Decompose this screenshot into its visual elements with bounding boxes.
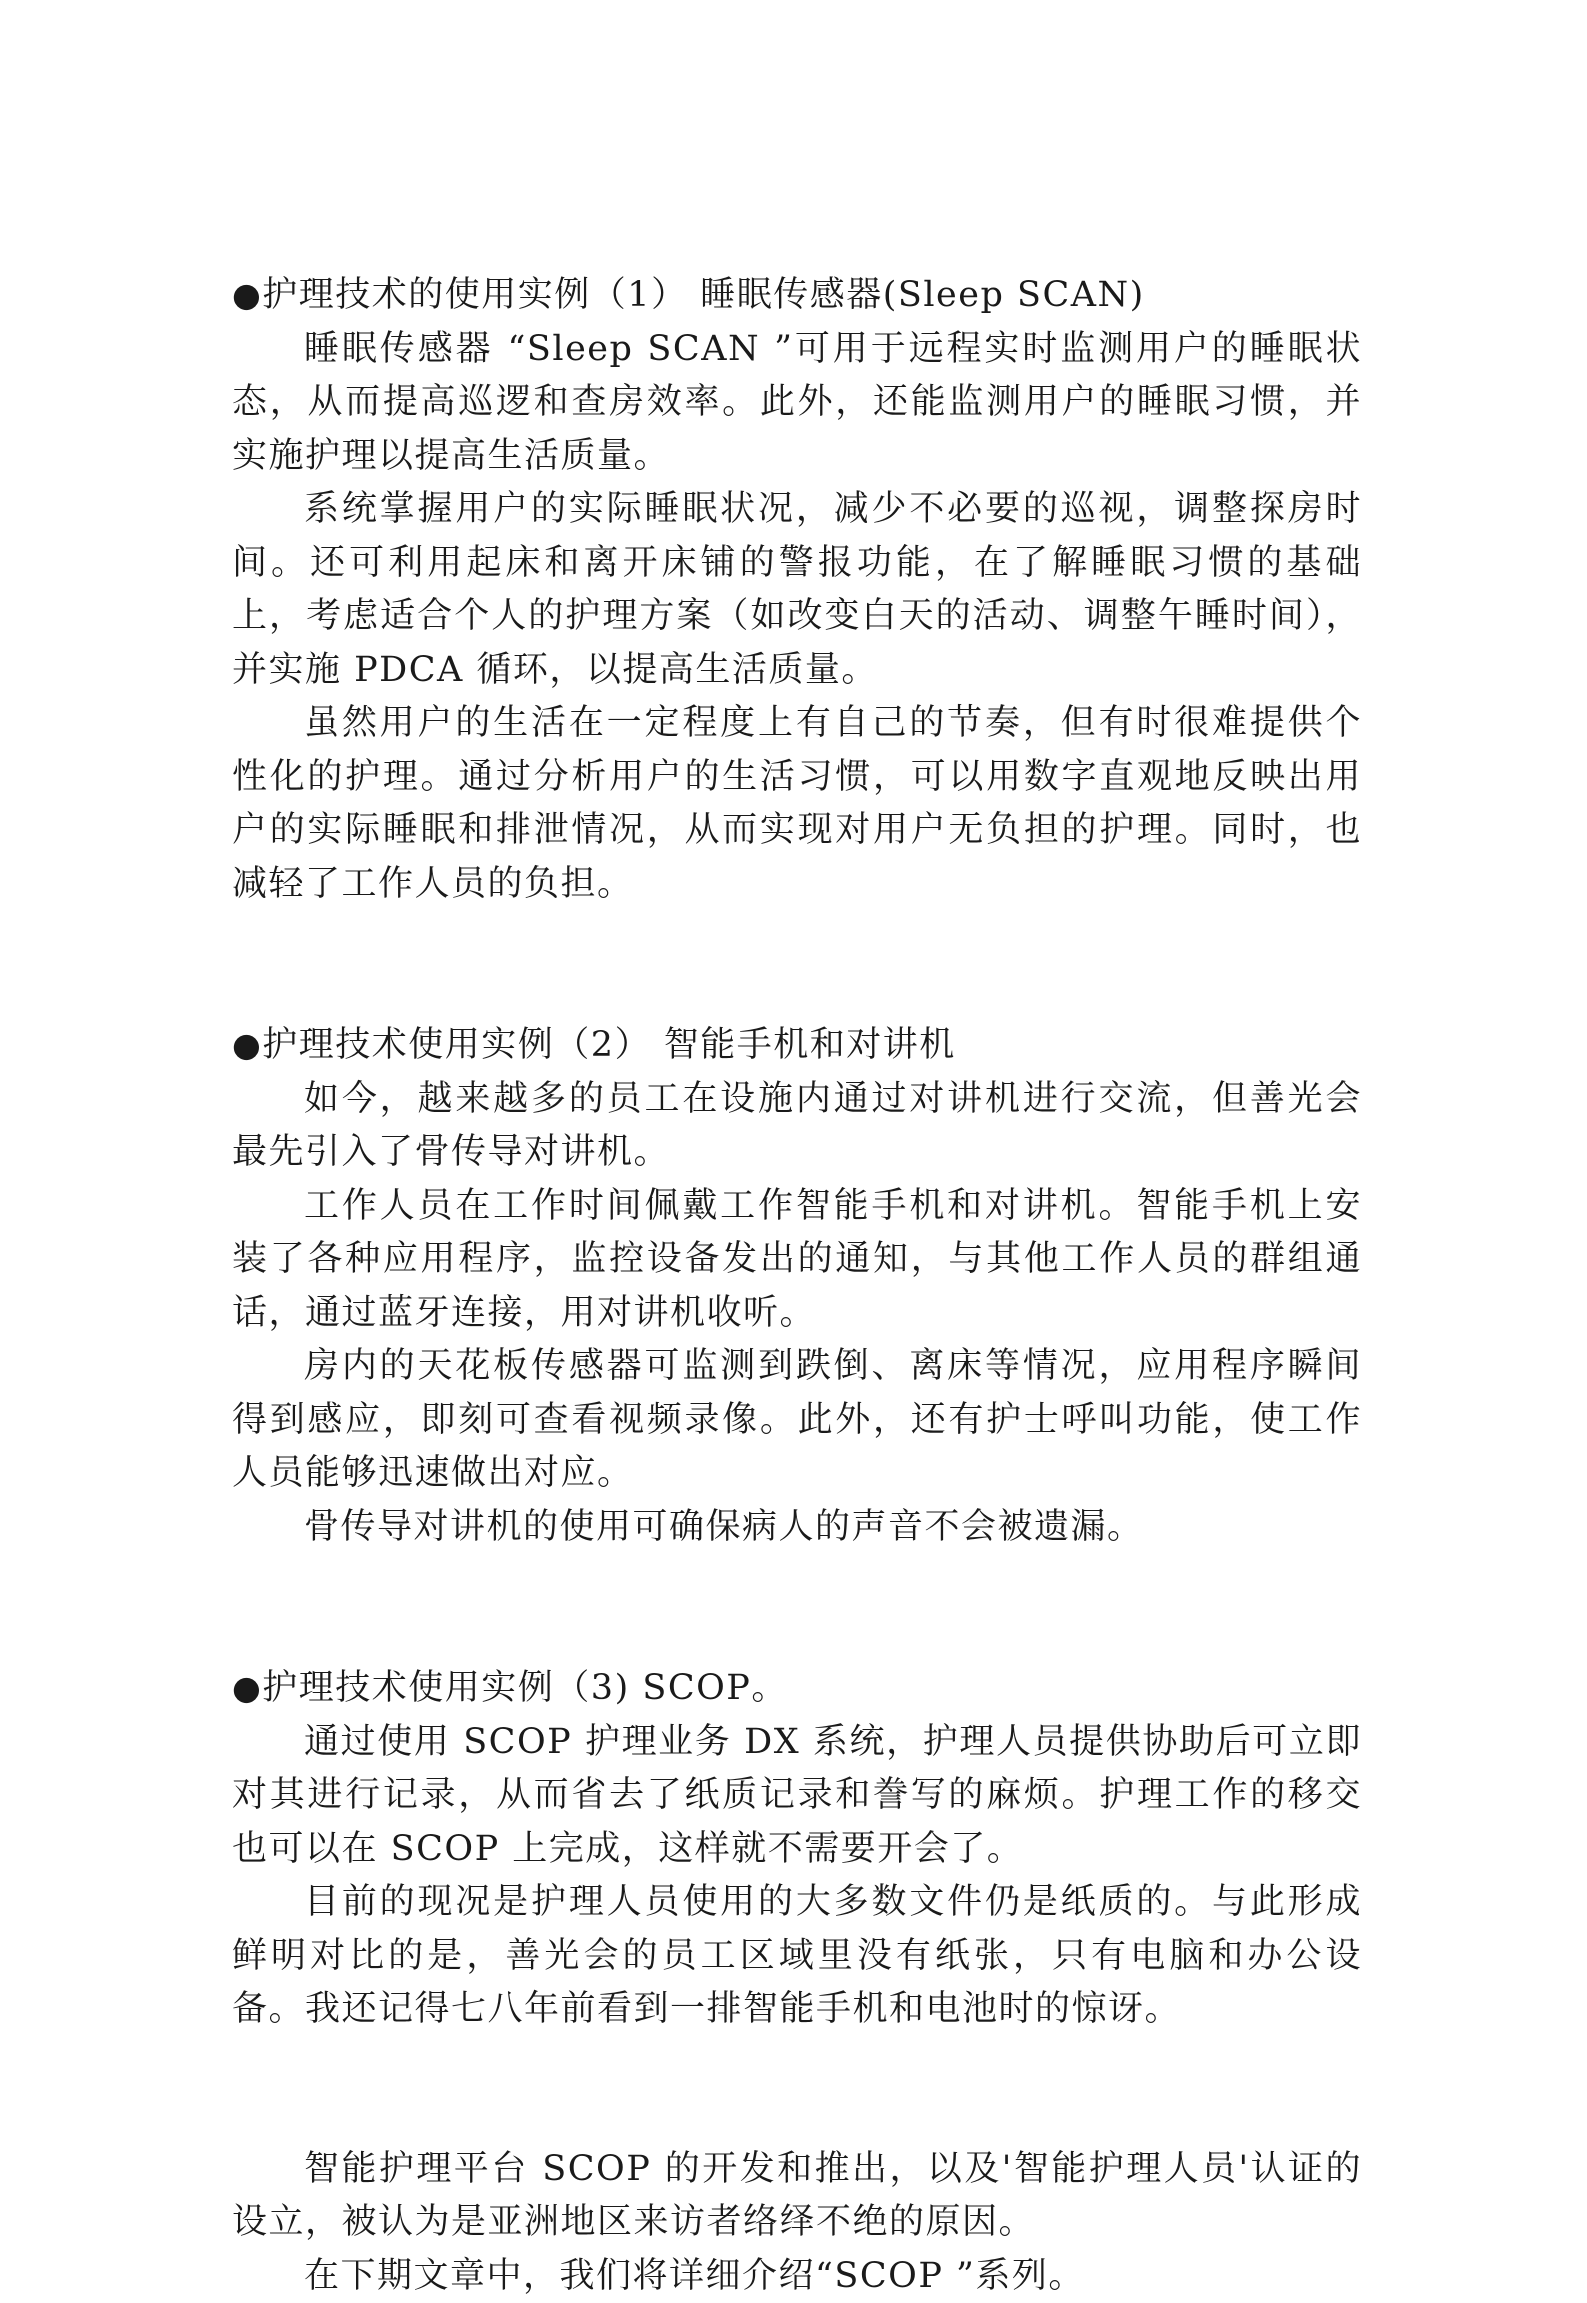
- paragraph: 骨传导对讲机的使用可确保病人的声音不会被遗漏。: [232, 1501, 1362, 1555]
- section-heading: [232, 1018, 1362, 1073]
- bullet-icon: ●: [232, 1668, 262, 1707]
- bullet-icon: ●: [232, 1025, 262, 1064]
- bullet-icon: ●: [232, 275, 262, 314]
- paragraph: 虽然用户的生活在一定程度上有自己的节奏，但有时很难提供个性化的护理。通过分析用户的生活习惯，可以用数字直观地反映出用户的实际睡眠和排泄情况，从而实现对用户无负担的护理。同时，也减轻了工作人员的负担。: [232, 697, 1362, 911]
- section-spacer: [232, 2037, 1362, 2143]
- paragraph: 如今，越来越多的员工在设施内通过对讲机进行交流，但善光会最先引入了骨传导对讲机。: [232, 1073, 1362, 1180]
- section-spacer: [232, 1554, 1362, 1661]
- heading-text: 护理技术使用实例（2） 智能手机和对讲机: [262, 1025, 955, 1065]
- paragraph: 房内的天花板传感器可监测到跌倒、离床等情况，应用程序瞬间得到感应，即刻可查看视频录像。此外，还有护士呼叫功能，使工作人员能够迅速做出对应。: [232, 1340, 1362, 1501]
- section-spacer: [232, 911, 1362, 1018]
- heading-text: 护理技术的使用实例（1） 睡眠传感器(Sleep SCAN): [262, 275, 1145, 315]
- paragraph: 系统掌握用户的实际睡眠状况，减少不必要的巡视，调整探房时间。还可利用起床和离开床铺的警报功能，在了解睡眠习惯的基础上，考虑适合个人的护理方案（如改变白天的活动、调整午睡时间），并实施 PDCA 循环，以提高生活质量。: [232, 483, 1362, 697]
- article-body: [232, 268, 1362, 2303]
- paragraph: 睡眠传感器 “Sleep SCAN ”可用于远程实时监测用户的睡眠状态，从而提高巡逻和查房效率。此外，还能监测用户的睡眠习惯，并实施护理以提高生活质量。: [232, 323, 1362, 484]
- heading-text: 护理技术使用实例（3) SCOP。: [262, 1668, 788, 1708]
- section-scop: [232, 1661, 1362, 2037]
- section-smartphone-intercom: [232, 1018, 1362, 1554]
- paragraph: 在下期文章中，我们将详细介绍“SCOP ”系列。: [232, 2250, 1362, 2303]
- section-heading: [232, 1661, 1362, 1716]
- section-heading: [232, 268, 1362, 323]
- section-conclusion: [232, 2143, 1362, 2303]
- paragraph: 工作人员在工作时间佩戴工作智能手机和对讲机。智能手机上安装了各种应用程序，监控设备发出的通知，与其他工作人员的群组通话，通过蓝牙连接，用对讲机收听。: [232, 1180, 1362, 1341]
- paragraph: 智能护理平台 SCOP 的开发和推出，以及'智能护理人员'认证的设立，被认为是亚洲地区来访者络绎不绝的原因。: [232, 2143, 1362, 2250]
- paragraph: 通过使用 SCOP 护理业务 DX 系统，护理人员提供协助后可立即对其进行记录，从而省去了纸质记录和誊写的麻烦。护理工作的移交也可以在 SCOP 上完成，这样就不需要开会了。: [232, 1716, 1362, 1877]
- section-sleep-sensor: [232, 268, 1362, 911]
- paragraph: 目前的现况是护理人员使用的大多数文件仍是纸质的。与此形成鲜明对比的是，善光会的员工区域里没有纸张，只有电脑和办公设备。我还记得七八年前看到一排智能手机和电池时的惊讶。: [232, 1876, 1362, 2037]
